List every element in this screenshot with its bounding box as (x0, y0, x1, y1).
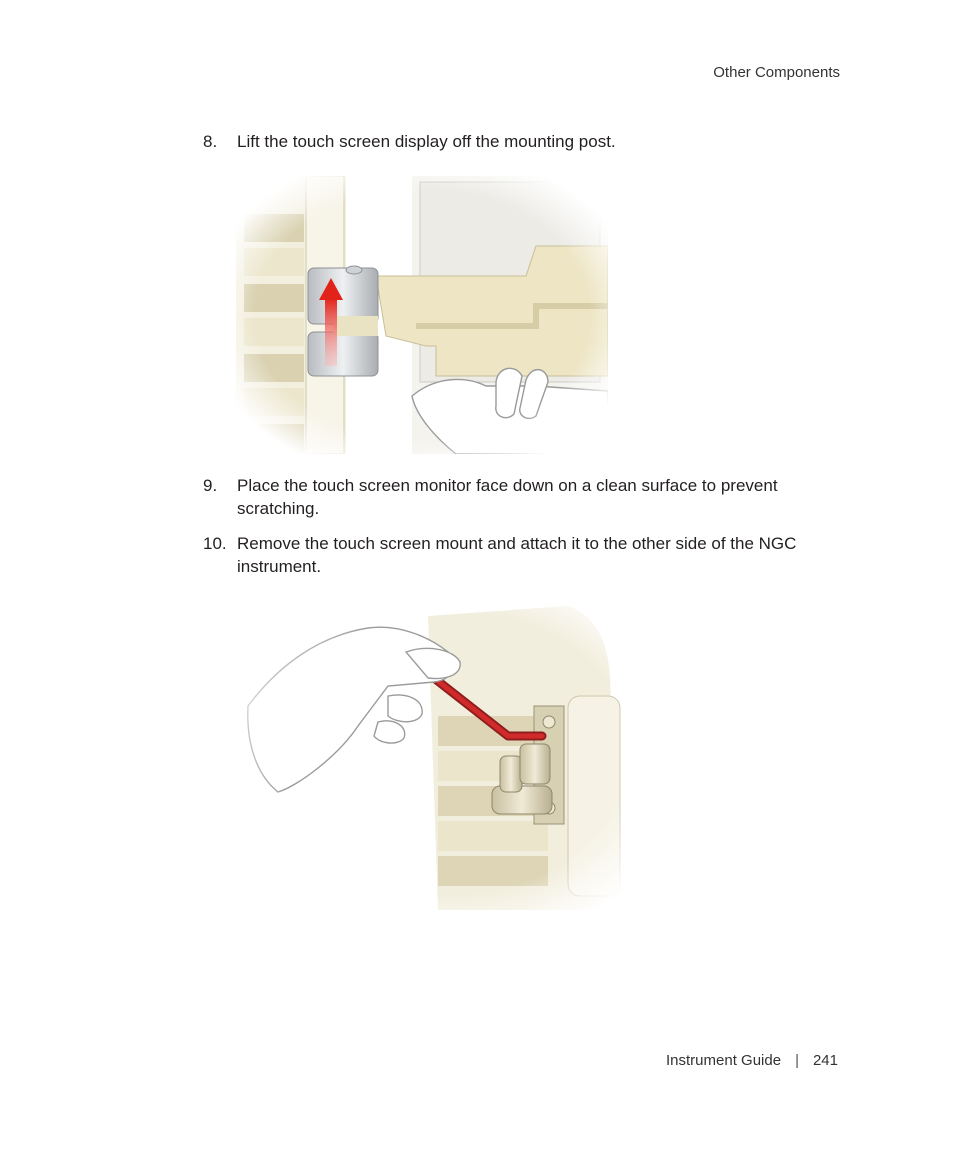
running-header: Other Components (713, 64, 840, 81)
footer-separator: | (795, 1052, 799, 1069)
step-number: 8. (203, 132, 218, 151)
step-number: 10. (203, 534, 227, 553)
step-number: 9. (203, 476, 218, 495)
lift-display-illustration (236, 176, 608, 454)
document-title: Instrument Guide (666, 1052, 782, 1069)
step-9 (203, 474, 813, 520)
hex-key-mount-illustration (238, 596, 630, 910)
step-text: Lift the touch screen display off the mounting post. (237, 132, 616, 151)
step-text: Place the touch screen monitor face down on a clean surface to prevent scratching. (237, 476, 778, 518)
step-10 (203, 532, 813, 578)
step-8 (203, 130, 813, 153)
step-text: Remove the touch screen mount and attach it to the other side of the NGC instrument. (237, 534, 797, 576)
page-number: 241 (812, 1052, 838, 1069)
page-footer (666, 1052, 838, 1069)
